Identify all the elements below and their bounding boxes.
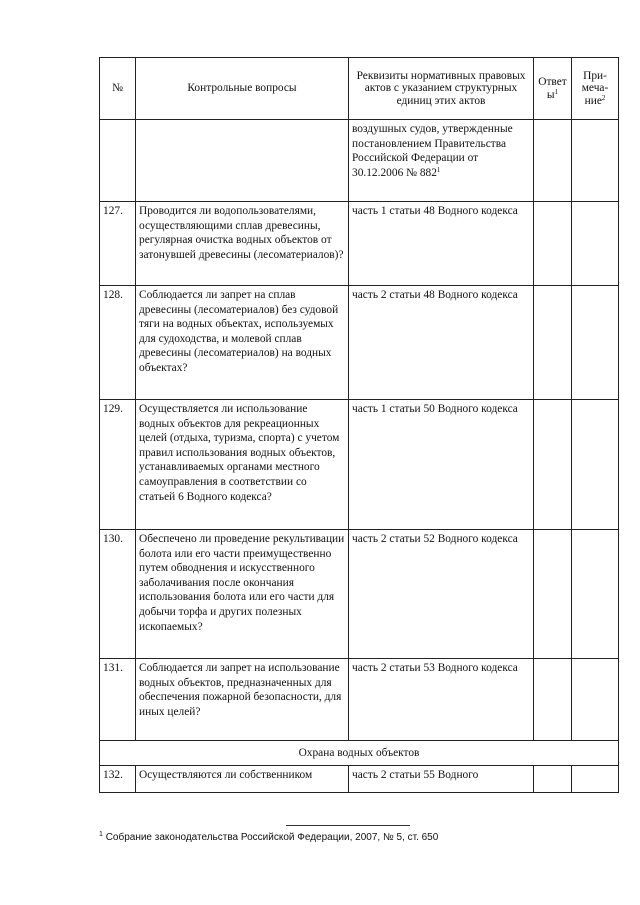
requisites-footnote-mark: 1	[436, 165, 441, 174]
row-number: 131.	[100, 659, 136, 741]
checklist-table	[99, 57, 619, 793]
continuation-requisites: воздушных судов, утвержденные постановлением Правительства Российской Федерации от 30.12.2006 № 882	[352, 123, 513, 179]
cell-note	[572, 120, 619, 202]
cell-answer	[534, 286, 572, 400]
row-requisites: часть 1 статьи 48 Водного кодекса	[349, 202, 534, 286]
header-answer-footnote-mark: 1	[554, 87, 559, 96]
header-requisites: Реквизиты нормативных правовых актов с указанием структурных единиц этих актов	[349, 58, 534, 120]
header-note-label: При-меча-ние	[581, 69, 609, 107]
table-row	[100, 202, 619, 286]
row-number: 128.	[100, 286, 136, 400]
row-requisites: часть 1 статьи 50 Водного кодекса	[349, 400, 534, 530]
row-question: Осуществляется ли использование водных объектов для рекреационных целей (отдыха, туризма, спорта) с учетом правил использования водных объектов, устанавливаемых органами местного самоуправления в соответствии со статьей 6 Водного кодекса?	[136, 400, 349, 530]
row-number: 130.	[100, 530, 136, 659]
cell-note	[572, 202, 619, 286]
row-requisites: часть 2 статьи 53 Водного кодекса	[349, 659, 534, 741]
cell-answer	[534, 530, 572, 659]
cell-note	[572, 530, 619, 659]
cell-answer	[534, 766, 572, 793]
section-title: Охрана водных объектов	[100, 741, 619, 766]
table-header-row	[100, 58, 619, 120]
cell-note	[572, 400, 619, 530]
row-requisites: часть 2 статьи 55 Водного	[349, 766, 534, 793]
footnote-divider	[286, 825, 410, 826]
cell-answer	[534, 202, 572, 286]
row-question: Соблюдается ли запрет на сплав древесины (лесоматериалов) без судовой тяги на водных объектах, используемых для судоходства, и молевой сплав древесины (лесоматериалов) на водных объектах?	[136, 286, 349, 400]
row-question: Обеспечено ли проведение рекультивации болота или его части преимущественно путем обводнения и искусственного заболачивания после окончания использования болота или его части для добычи торфа и других полезных ископаемых?	[136, 530, 349, 659]
section-row	[100, 741, 619, 766]
header-answer-label: Ответы	[538, 76, 567, 101]
row-question: Осуществляются ли собственником	[136, 766, 349, 793]
header-note	[572, 58, 619, 120]
table-row	[100, 400, 619, 530]
row-question: Соблюдается ли запрет на использование водных объектов, предназначенных для обеспечения пожарной безопасности, для иных целей?	[136, 659, 349, 741]
row-number: 129.	[100, 400, 136, 530]
table-row	[100, 530, 619, 659]
table-row	[100, 766, 619, 793]
cell-note	[572, 659, 619, 741]
cell-question	[136, 120, 349, 202]
header-note-footnote-mark: 2	[601, 93, 606, 102]
table-row-continuation	[100, 120, 619, 202]
footnote-text: Собрание законодательства Российской Федерации, 2007, № 5, ст. 650	[105, 832, 439, 843]
cell-answer	[534, 120, 572, 202]
cell-number	[100, 120, 136, 202]
row-number: 127.	[100, 202, 136, 286]
cell-answer	[534, 400, 572, 530]
footnote-marker: 1	[99, 831, 103, 838]
cell-note	[572, 766, 619, 793]
header-answer	[534, 58, 572, 120]
cell-requisites	[349, 120, 534, 202]
row-question: Проводится ли водопользователями, осуществляющими сплав древесины, регулярная очистка водных объектов от затонувшей древесины (лесоматериалов)?	[136, 202, 349, 286]
table-row	[100, 659, 619, 741]
header-questions: Контрольные вопросы	[136, 58, 349, 120]
footnote	[99, 832, 619, 844]
row-requisites: часть 2 статьи 48 Водного кодекса	[349, 286, 534, 400]
row-requisites: часть 2 статьи 52 Водного кодекса	[349, 530, 534, 659]
row-number: 132.	[100, 766, 136, 793]
table-row	[100, 286, 619, 400]
header-number: №	[100, 58, 136, 120]
cell-answer	[534, 659, 572, 741]
cell-note	[572, 286, 619, 400]
